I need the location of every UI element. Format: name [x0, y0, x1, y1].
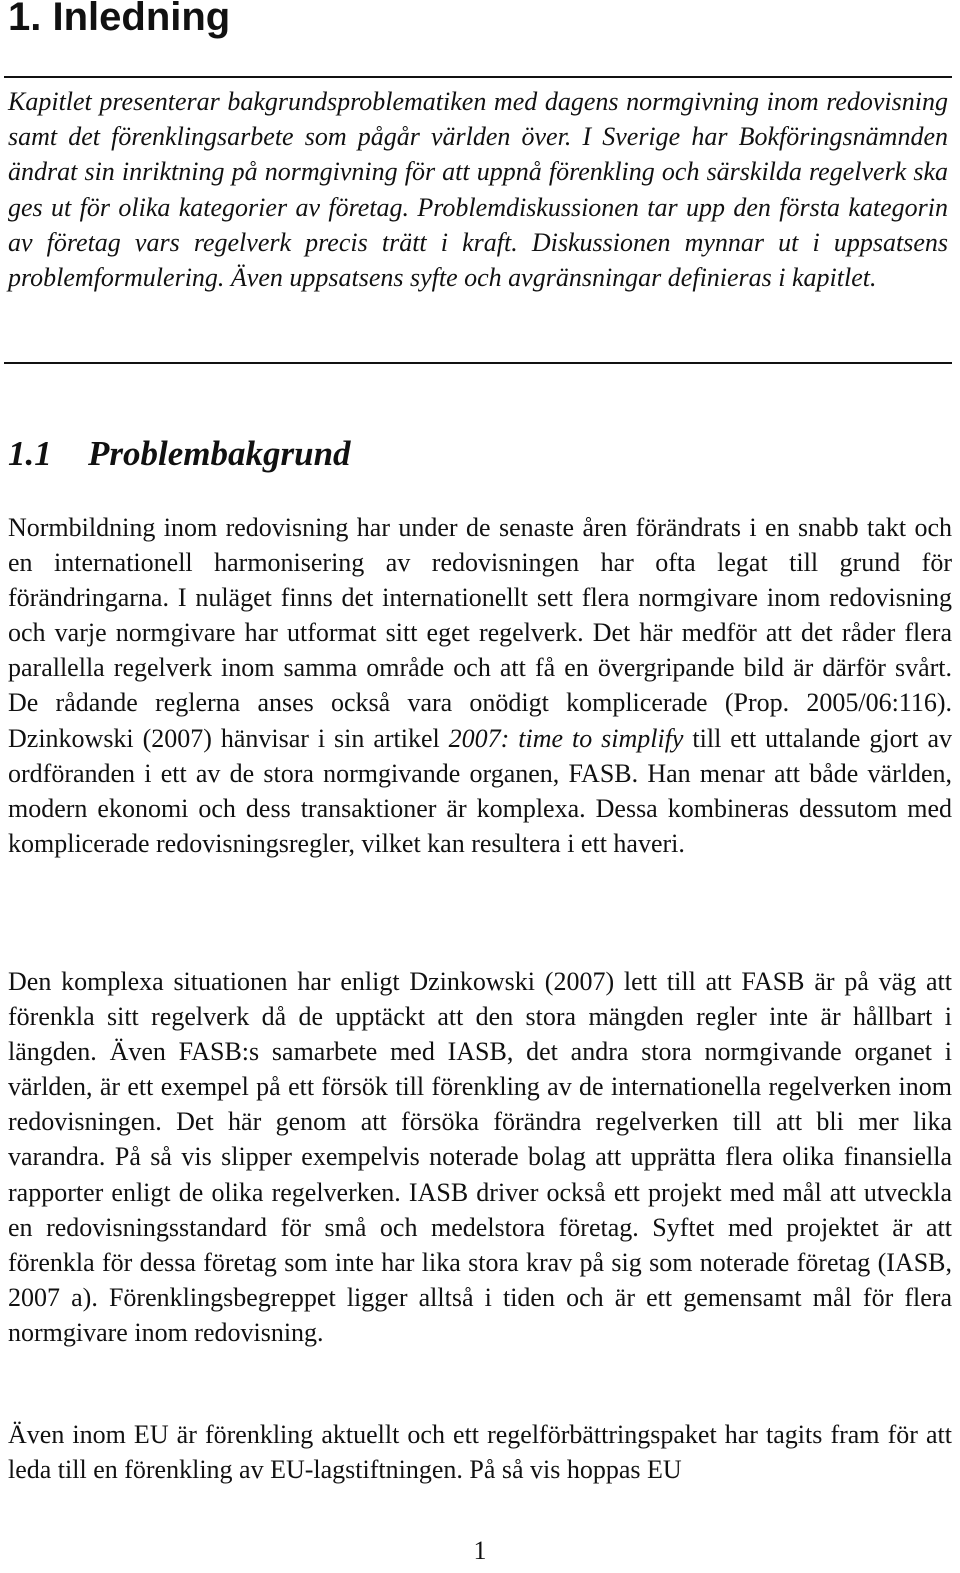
paragraph-1-text-end: till ett uttalande gjort av ordföranden i ett av de stora normgivande organen, FASB. Han menar att både världen, modern ekonomi och dess transaktioner är komplexa. Dessa kombineras dessutom med komplicerade redovisningsregler, vilket kan resultera i ett haveri.	[8, 723, 952, 858]
article-title: 2007: time to simplify	[448, 723, 684, 753]
page-number: 1	[473, 1536, 487, 1565]
body-paragraph-3: Även inom EU är förenkling aktuellt och ett regelförbättringspaket har tagits fram för att leda till en förenkling av EU-lagstiftningen. På så vis hoppas EU	[8, 1420, 952, 1485]
paragraph-1-text-start: Normbildning inom redovisning har under de senaste åren förändrats i en snabb takt och en internationell harmonisering av redovisningen har ofta legat till grund för förändringarna. I nuläget finns det internationellt sett flera normgivare inom redovisning och varje normgivare har utformat sitt eget regelverk. Det här medför att det råder flera parallella regelverk inom samma område och att få en övergripande bild är därför svårt. De rådande reglerna anses också vara onödigt komplicerade (Prop. 2005/06:116). Dzinkowski (2007) hänvisar i sin artikel	[8, 513, 952, 753]
chapter-abstract-box	[4, 76, 952, 364]
section-number: 1.1	[8, 434, 52, 473]
body-paragraph-2: Den komplexa situationen har enligt Dzinkowski (2007) lett till att FASB är på väg att förenkla sitt regelverk då de upptäckt att den stora mängden regler inte är hållbart i längden. Även FASB:s samarbete med IASB, det andra stora normgivande organet i världen, är ett exempel på ett försök till förenkling av de internationella regelverken inom redovisningen. Det här genom att försöka förändra regelverken till att bli mer lika varandra. På så vis slipper exempelvis noterade bolag att upprätta flera olika finansiella rapporter enligt de olika regelverken. IASB driver också ett projekt med mål att utveckla en redovisningsstandard för små och medelstora företag. Syftet med projektet är att förenkla för dessa företag som inte har lika stora krav på sig som noterade företag (IASB, 2007 a). Förenklingsbegreppet ligger alltså i tiden och är ett gemensamt mål för flera normgivare inom redovisning.	[8, 967, 952, 1347]
body-paragraph-1	[8, 510, 952, 861]
chapter-abstract-text: Kapitlet presenterar bakgrundsproblematiken med dagens normgivning inom redovisning samt det förenklingsarbete som pågår världen över. I Sverige har Bokföringsnämnden ändrat sin inriktning på normgivning för att uppnå förenkling och särskilda regelverk ska ges ut för olika kategorier av företag. Problemdiskussionen tar upp den första kategorin av företag vars regelverk precis trätt i kraft. Diskussionen mynnar ut i uppsatsens problemformulering. Även uppsatsens syfte och avgränsningar definieras i kapitlet.	[8, 87, 948, 293]
section-heading	[8, 433, 351, 475]
section-title: Problembakgrund	[88, 434, 351, 473]
chapter-title: 1. Inledning	[8, 0, 231, 39]
